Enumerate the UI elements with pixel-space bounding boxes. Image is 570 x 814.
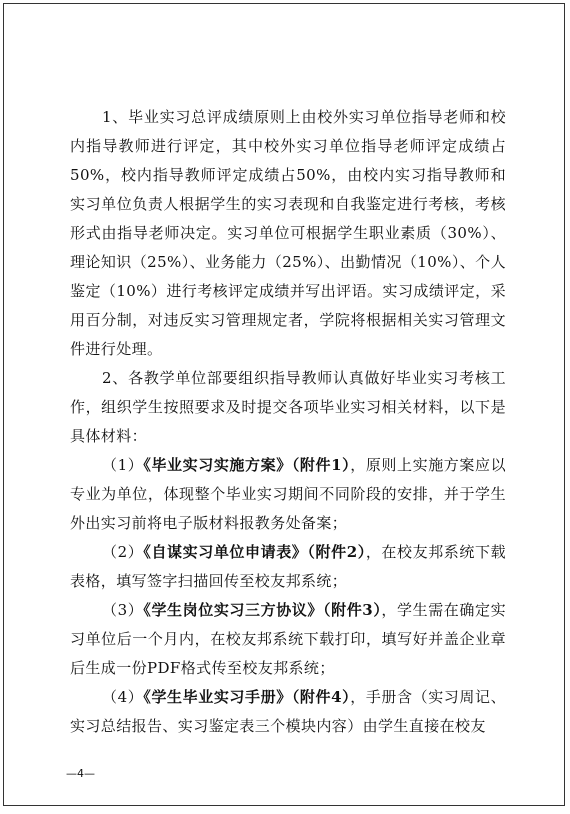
list-item-4 bbox=[70, 683, 506, 741]
list-item-3 bbox=[70, 596, 506, 683]
item-text: ，原则上实施方案应以专业为单位，体现整个毕业实习期间不同阶段的安排，并于学生外出实习前将电子版材料报教务处备案； bbox=[70, 456, 506, 532]
item-annex: （附件2） bbox=[307, 543, 366, 561]
item-annex: （附件4） bbox=[291, 688, 351, 706]
paragraph-1: 1、毕业实习总评成绩原则上由校外实习单位指导老师和校内指导教师进行评定，其中校外实习单位指导老师评定成绩占50%，校内指导教师评定成绩占50%，由校内实习指导教师和实习单位负责人根据学生的实习表现和自我鉴定进行考核，考核形式由指导老师决定。实习单位可根据学生职业素质（30%）、理论知识（25%）、业务能力（25%）、出勤情况（10%）、个人鉴定（10%）进行考核评定成绩并写出评语。实习成绩评定，采用百分制，对违反实习管理规定者，学院将根据相关实习管理文件进行处理。 bbox=[70, 108, 506, 358]
item-number: （1） bbox=[102, 456, 144, 474]
page-number: —4— bbox=[66, 767, 95, 780]
body-text bbox=[70, 103, 506, 741]
item-title: 《毕业实习实施方案》 bbox=[143, 456, 292, 474]
item-annex: （附件1） bbox=[291, 456, 351, 474]
item-number: （3） bbox=[102, 601, 144, 619]
item-title: 《自谋实习单位申请表》 bbox=[143, 543, 308, 561]
item-number: （2） bbox=[102, 543, 144, 561]
item-title: 《学生毕业实习手册》 bbox=[143, 688, 292, 706]
document-page bbox=[3, 3, 565, 806]
item-text: ，在校友邦系统下载表格，填写签字扫描回传至校友邦系统； bbox=[70, 543, 506, 590]
item-text: ，手册含（实习周记、实习总结报告、实习鉴定表三个模块内容）由学生直接在校友 bbox=[70, 688, 506, 735]
item-number: （4） bbox=[102, 688, 144, 706]
paragraph-2: 2、各教学单位部要组织指导教师认真做好毕业实习考核工作，组织学生按照要求及时提交各项毕业实习相关材料，以下是具体材料： bbox=[70, 369, 506, 445]
item-annex: （附件3） bbox=[323, 601, 382, 619]
list-item-1 bbox=[70, 451, 506, 538]
list-item-2 bbox=[70, 538, 506, 596]
item-title: 《学生岗位实习三方协议》 bbox=[143, 601, 323, 619]
item-text: ，学生需在确定实习单位后一个月内，在校友邦系统下载打印，填写好并盖企业章后生成一份PDF格式传至校友邦系统； bbox=[70, 601, 506, 677]
